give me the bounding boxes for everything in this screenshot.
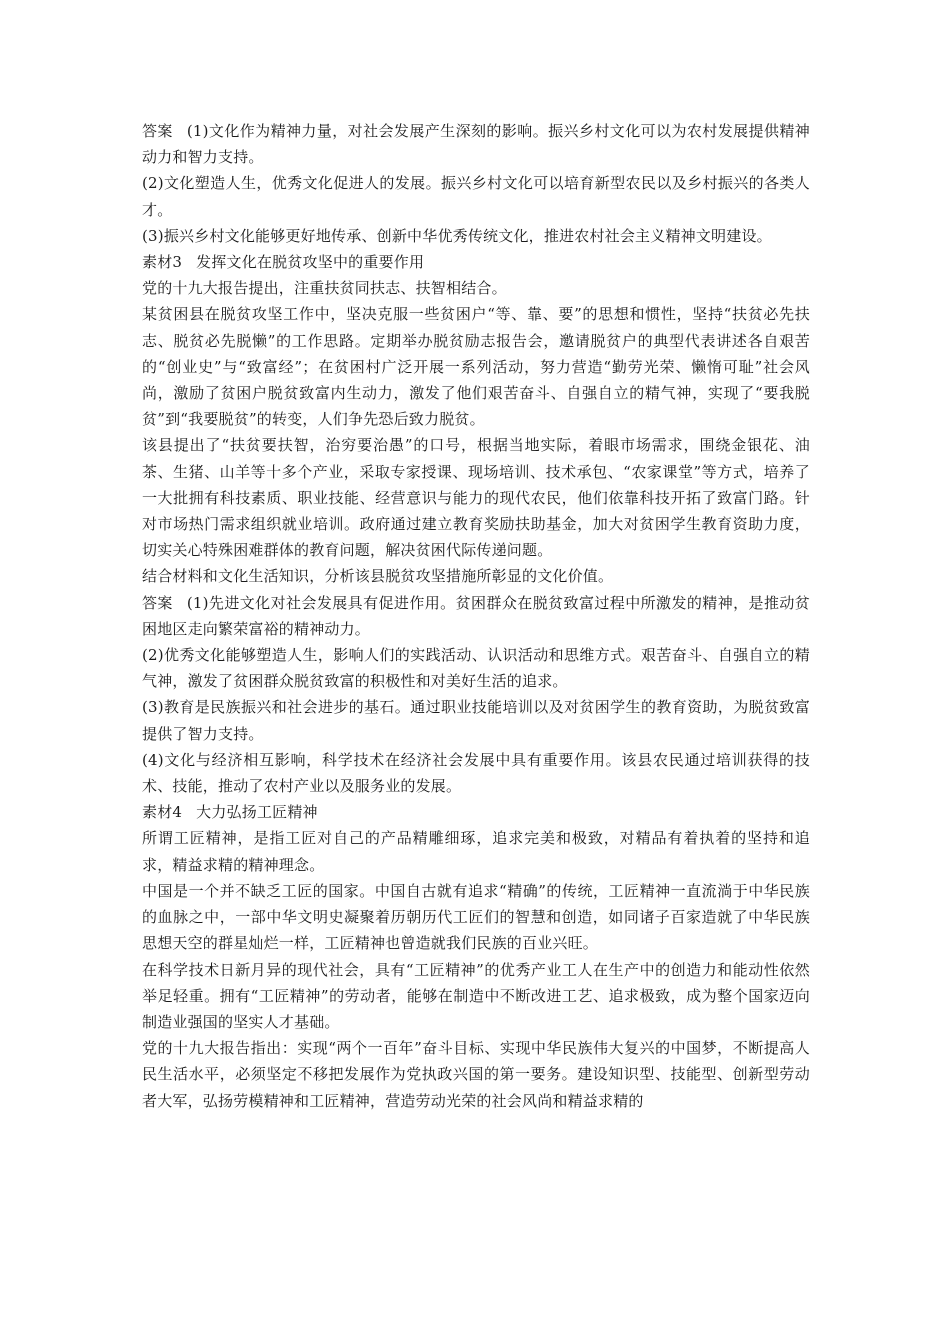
body-paragraph: 中国是一个并不缺乏工匠的国家。中国自古就有追求“精确”的传统，工匠精神一直流淌于中华民族的血脉之中，一部中华文明史凝聚着历朝历代工匠们的智慧和创造，如同诸子百家造就了中华民族思想天空的群星灿烂一样，工匠精神也曾造就我们民族的百业兴旺。 [142,881,810,953]
body-paragraph: 党的十九大报告指出：实现“两个一百年”奋斗目标、实现中华民族伟大复兴的中国梦，不断提高人民生活水平，必须坚定不移把发展作为党执政兴国的第一要务。建设知识型、技能型、创新型劳动者大军，弘扬劳模精神和工匠精神，营造劳动光荣的社会风尚和精益求精的 [142,1039,810,1110]
body-paragraph: 党的十九大报告提出，注重扶贫同扶志、扶智相结合。 [142,279,507,298]
question-paragraph: 结合材料和文化生活知识，分析该县脱贫攻坚措施所彰显的文化价值。 [142,567,614,586]
section-label: 素材3 [142,253,183,272]
body-paragraph: 某贫困县在脱贫攻坚工作中，坚决克服一些贫困户“等、靠、要”的思想和惯性，坚持“扶贫必先扶志、脱贫必先脱懒”的工作思路。定期举办脱贫励志报告会，邀请脱贫户的典型代表讲述各自艰苦的“创业史”与“致富经”；在贫困村广泛开展一系列活动，努力营造“勤劳光荣、懒惰可耻”社会风尚，激励了贫困户脱贫致富内生动力，激发了他们艰苦奋斗、自强自立的精气神，实现了“要我脱贫”到“我要脱贫”的转变，人们争先恐后致力脱贫。 [142,305,810,429]
answer-text: (1)先进文化对社会发展具有促进作用。贫困群众在脱贫致富过程中所激发的精神，是推动贫困地区走向繁荣富裕的精神动力。 [142,593,810,638]
section-title: 发挥文化在脱贫攻坚中的重要作用 [196,253,425,272]
answer-text: (1)文化作为精神力量，对社会发展产生深刻的影响。振兴乡村文化可以为农村发展提供精神动力和智力支持。 [142,122,810,167]
body-paragraph: (4)文化与经济相互影响，科学技术在经济社会发展中具有重要作用。该县农民通过培训获得的技术、技能，推动了农村产业以及服务业的发展。 [142,750,810,796]
answer-label: 答案 [142,593,173,612]
section-title: 大力弘扬工匠精神 [196,803,318,822]
document-page [142,118,810,1114]
answer-paragraph [142,590,810,642]
answer-paragraph [142,118,810,170]
answer-label: 答案 [142,122,173,140]
section-label: 素材4 [142,803,183,822]
body-paragraph: 在科学技术日新月异的现代社会，具有“工匠精神”的优秀产业工人在生产中的创造力和能动性依然举足轻重。拥有“工匠精神”的劳动者，能够在制造中不断改进工艺、追求极致，成为整个国家迈向制造业强国的坚实人才基础。 [142,960,810,1031]
section-heading [142,249,810,275]
body-paragraph: (3)振兴乡村文化能够更好地传承、创新中华优秀传统文化，推进农村社会主义精神文明建设。 [142,226,772,245]
body-paragraph: (3)教育是民族振兴和社会进步的基石。通过职业技能培训以及对贫困学生的教育资助，为脱贫致富提供了智力支持。 [142,698,810,743]
section-heading [142,799,810,825]
body-paragraph: 该县提出了“扶贫要扶智，治穷要治愚”的口号，根据当地实际，着眼市场需求，围绕金银花、油茶、生猪、山羊等十多个产业，采取专家授课、现场培训、技术承包、“农家课堂”等方式，培养了一大批拥有科技素质、职业技能、经营意识与能力的现代农民，他们依靠科技开拓了致富门路。针对市场热门需求组织就业培训。政府通过建立教育奖励扶助基金，加大对贫困学生教育资助力度，切实关心特殊困难群体的教育问题，解决贫困代际传递问题。 [142,436,810,560]
body-paragraph: (2)优秀文化能够塑造人生，影响人们的实践活动、认识活动和思维方式。艰苦奋斗、自强自立的精气神，激发了贫困群众脱贫致富的积极性和对美好生活的追求。 [142,646,810,691]
body-paragraph: 所谓工匠精神，是指工匠对自己的产品精雕细琢，追求完美和极致，对精品有着执着的坚持和追求，精益求精的精神理念。 [142,829,810,874]
body-paragraph: (2)文化塑造人生，优秀文化促进人的发展。振兴乡村文化可以培育新型农民以及乡村振兴的各类人才。 [142,174,810,219]
